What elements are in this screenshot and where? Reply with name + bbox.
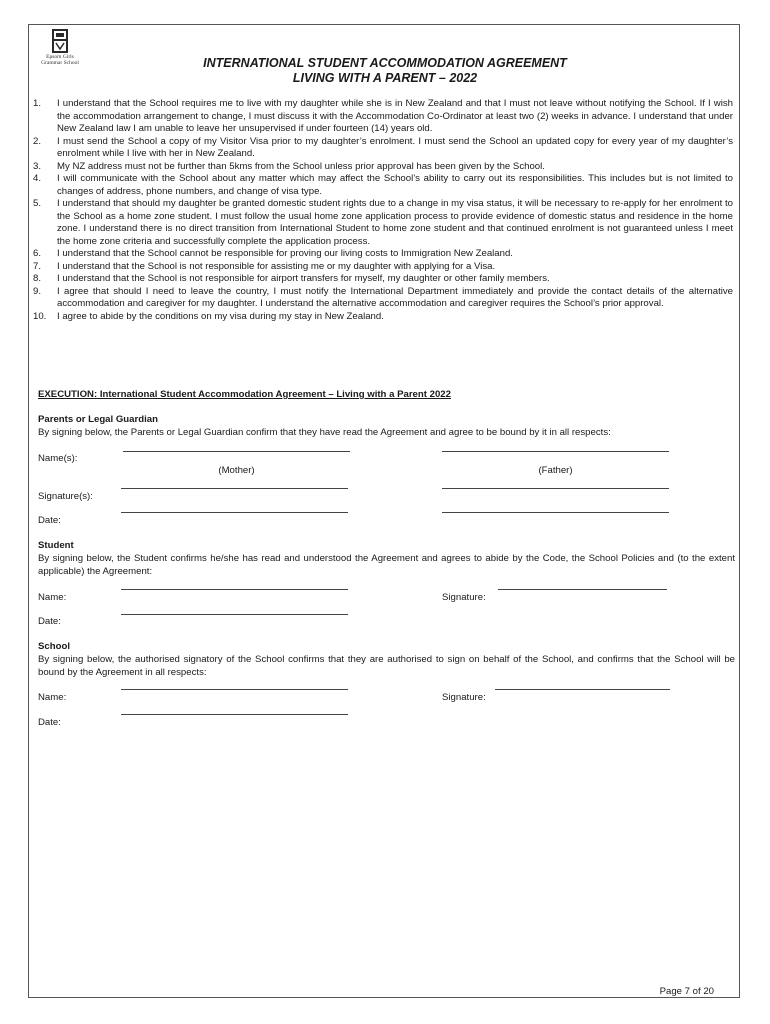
term-number: 5. — [33, 198, 42, 209]
school-date-label: Date: — [38, 717, 61, 728]
student-name-label: Name: — [38, 592, 67, 603]
school-date-field[interactable] — [121, 714, 348, 715]
father-date-field[interactable] — [442, 512, 669, 513]
father-caption: (Father) — [538, 465, 573, 476]
term-text: I understand that the School cannot be responsible for proving our living costs to Immigration New Zealand. — [57, 248, 513, 259]
mother-signature-field[interactable] — [121, 488, 348, 489]
document-subtitle: LIVING WITH A PARENT – 2022 — [292, 71, 478, 85]
student-heading: Student — [38, 540, 74, 551]
term-number: 2. — [33, 135, 42, 147]
crest-icon — [51, 28, 69, 54]
term-item — [33, 98, 733, 136]
student-date-field[interactable] — [121, 614, 348, 615]
term-text: I agree that should I need to leave the country, I must notify the International Department immediately and provide the contact details of the alternative accommodation and caregiver for my daughter. I understand the alternative accommodation and caregiver requires the School’s prior approval. — [57, 285, 733, 309]
term-number: 9. — [33, 285, 42, 297]
term-item — [33, 273, 733, 286]
term-number: 3. — [33, 160, 42, 172]
term-item — [33, 286, 733, 311]
term-item — [33, 161, 733, 174]
term-item — [33, 173, 733, 198]
term-item — [33, 261, 733, 274]
mother-name-field[interactable] — [123, 451, 350, 452]
school-logo — [37, 28, 83, 66]
parents-date-label: Date: — [38, 515, 61, 526]
term-text: I understand that should my daughter be granted domestic student rights due to a change in my visa status, it will be necessary to re-apply for her enrolment to the School as a home zone student. I must follow the usual home zone application process to provide evidence of domestic status and residence in the home zone. I understand there is no direct transition from International Student to home zone student and that continued enrolment is not guaranteed unless I meet the home zone criteria and successfully complete the application process. — [57, 198, 733, 247]
page-number: Page 7 of 20 — [659, 986, 714, 997]
parents-names-label: Name(s): — [38, 453, 78, 464]
school-name-field[interactable] — [121, 689, 348, 690]
school-signature-field[interactable] — [495, 689, 670, 690]
parents-text: By signing below, the Parents or Legal Guardian confirm that they have read the Agreement and agree to be bound by it in all respects: — [38, 427, 611, 438]
term-number: 1. — [33, 98, 42, 109]
term-text: I must send the School a copy of my Visitor Visa prior to my daughter’s enrolment. I must send the School an updated copy for every year of my daughter’s enrolment while I live with her in New Zealand. — [57, 135, 733, 159]
term-text: My NZ address must not be further than 5kms from the School unless prior approval has been given by the School. — [57, 160, 545, 172]
logo-line-1: Epsom Girls — [46, 54, 74, 60]
student-date-label: Date: — [38, 616, 61, 627]
term-text: I understand that the School requires me to live with my daughter while she is in New Zealand and that I must not leave without notifying the School. If I wish the accommodation arrangement to change, I must discuss it with the Accommodation Co-Ordinator at least two (2) weeks in advance. I understand that under New Zealand law I am unable to leave her unsupervised if under fourteen (14) years old. — [57, 98, 733, 134]
parents-signatures-label: Signature(s): — [38, 491, 93, 502]
term-text: I understand that the School is not responsible for airport transfers for myself, my daughter or other family members. — [57, 273, 550, 284]
document-title: INTERNATIONAL STUDENT ACCOMMODATION AGREEMENT — [203, 56, 567, 70]
term-text: I will communicate with the School about any matter which may affect the School’s ability to carry out its responsibilities. This includes but is not limited to changes of address, phone numbers, and change of visa type. — [57, 173, 733, 197]
logo-line-2: Grammar School — [41, 60, 79, 66]
student-signature-field[interactable] — [498, 589, 667, 590]
term-number: 4. — [33, 173, 42, 184]
student-text: By signing below, the Student confirms he/she has read and understood the Agreement and agrees to abide by the Code, the School Policies and (to the extent applicable) the Agreement: — [38, 553, 735, 577]
school-text: By signing below, the authorised signatory of the School confirms that they are authorised to sign on behalf of the School, and confirms that the School will be bound by the Agreement in all respects: — [38, 654, 735, 678]
term-text: I agree to abide by the conditions on my visa during my stay in New Zealand. — [57, 310, 384, 322]
parents-heading: Parents or Legal Guardian — [38, 414, 158, 425]
school-name-label: Name: — [38, 692, 67, 703]
term-text: I understand that the School is not responsible for assisting me or my daughter with applying for a Visa. — [57, 260, 496, 272]
execution-heading: EXECUTION: International Student Accommodation Agreement – Living with a Parent 2022 — [38, 389, 451, 400]
father-name-field[interactable] — [442, 451, 669, 452]
term-item — [33, 311, 733, 324]
father-signature-field[interactable] — [442, 488, 669, 489]
term-item — [33, 248, 733, 261]
school-signature-label: Signature: — [442, 692, 486, 703]
mother-caption: (Mother) — [218, 465, 255, 476]
student-name-field[interactable] — [121, 589, 348, 590]
school-heading: School — [38, 641, 70, 652]
term-number: 8. — [33, 273, 42, 284]
term-item — [33, 136, 733, 161]
term-number: 10. — [33, 310, 47, 322]
mother-date-field[interactable] — [121, 512, 348, 513]
student-signature-label: Signature: — [442, 592, 486, 603]
terms-list — [33, 98, 733, 323]
term-number: 6. — [33, 248, 42, 259]
term-item — [33, 198, 733, 248]
term-number: 7. — [33, 260, 42, 272]
